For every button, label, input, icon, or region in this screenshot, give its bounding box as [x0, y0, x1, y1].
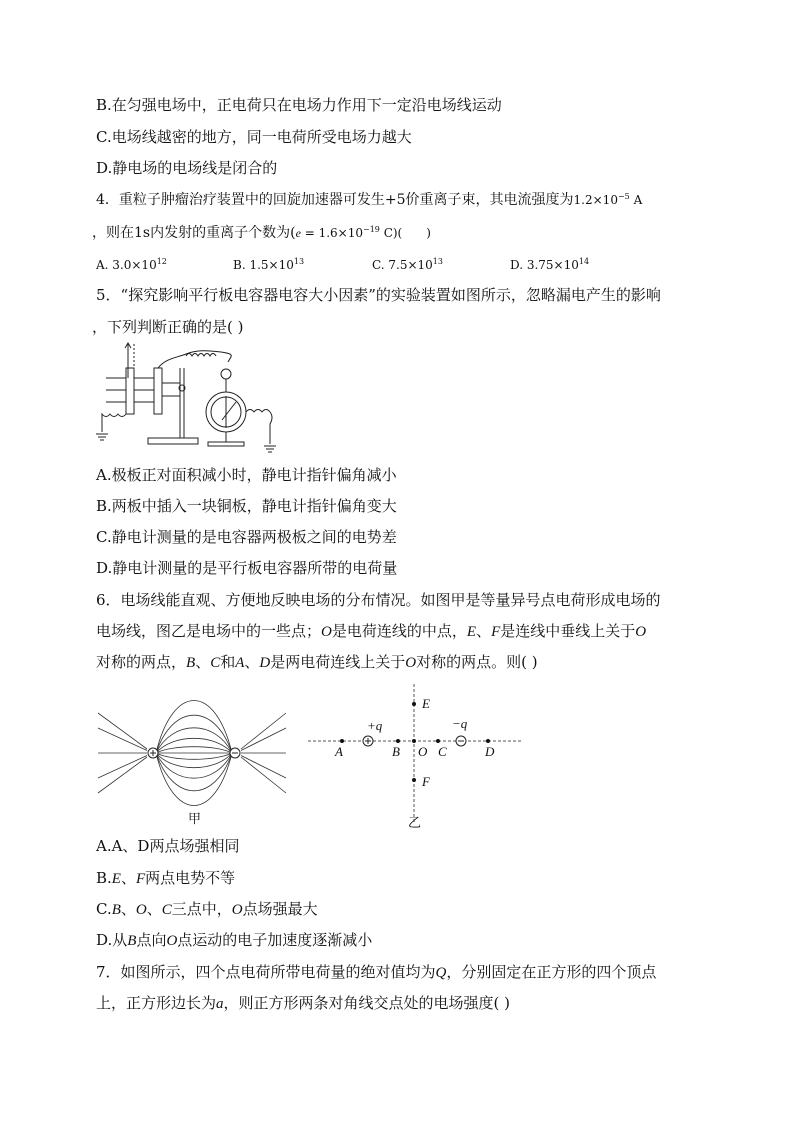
label-e: E [422, 696, 430, 711]
q5-stem-line2: ，下列判断正确的是( ) [92, 318, 244, 336]
q6-option-d: D.从B点向O点运动的电子加速度逐渐减小 [96, 931, 373, 949]
field-line [156, 738, 232, 753]
label-c: C [438, 744, 447, 759]
q5-option-b: B.两板中插入一块铜板，静电计指针偏角变大 [96, 497, 397, 515]
q5-option-a: A.极板正对面积减小时，静电计指针偏角减小 [96, 466, 397, 484]
q3-option-b: B.在匀强电场中，正电荷只在电场力作用下一定沿电场线运动 [96, 96, 502, 114]
label-o: O [418, 744, 428, 759]
q6-option-b: B.E、F两点电势不等 [96, 869, 236, 887]
label-plus-q: +q [367, 718, 383, 733]
q7-stem-line1: 7．如图所示，四个点电荷所带电荷量的绝对值均为Q，分别固定在正方形的四个顶点 [96, 963, 657, 981]
figure-jia-caption: 甲 [188, 812, 202, 827]
q5-option-d: D.静电计测量的是平行板电容器所带的电荷量 [96, 559, 398, 577]
label-b: B [392, 744, 400, 759]
q5-option-c: C.静电计测量的是电容器两极板之间的电势差 [96, 528, 397, 546]
field-line [156, 753, 232, 806]
field-line [156, 747, 232, 753]
q7-stem-line2: 上，正方形边长为a，则正方形两条对角线交点处的电场强度( ) [96, 994, 510, 1012]
field-line [156, 753, 232, 768]
q4-stem-line1: 4．重粒子肿瘤治疗装置中的回旋加速器可发生+5价重离子束，其电流强度为$1.2\times 10^{-5}$ A [96, 192, 643, 208]
q5-stem-line1: 5．“探究影响平行板电容器电容大小因素”的实验装置如图所示，忽略漏电产生的影响 [96, 286, 661, 304]
q6-option-c: C.B、O、C三点中，O点场强最大 [96, 900, 318, 918]
capacitor-electrometer-figure [96, 338, 286, 460]
q4-stem-line2: ，则在1s内发射的重离子个数为($e = 1.6\times 10^{-19}$ C)( ) [92, 225, 431, 241]
q3-option-c: C.电场线越密的地方，同一电荷所受电场力越大 [96, 128, 412, 146]
label-f: F [422, 774, 430, 789]
q3-option-d: D.静电场的电场线是闭合的 [96, 159, 278, 177]
q4-option-d: D. $3.75\times 10^{14}$ [510, 257, 590, 272]
q4-option-b: B. $1.5\times 10^{13}$ [233, 257, 305, 272]
field-lines-figure [96, 708, 288, 798]
q6-stem-line2: 电场线，图乙是电场中的一些点；O是电荷连线的中点，E、F是连线中垂线上关于O [96, 622, 647, 640]
field-line [156, 753, 232, 759]
q6-stem-line1: 6．电场线能直观、方便地反映电场的分布情况。如图甲是等量异号点电荷形成电场的 [96, 591, 661, 609]
field-line [156, 715, 232, 753]
label-d: D [485, 744, 495, 759]
q6-stem-line3: 对称的两点，B、C和A、D是两电荷连线上关于O对称的两点。则( ) [96, 653, 538, 671]
label-a: A [335, 744, 343, 759]
q6-option-a: A.A、D两点场强相同 [96, 837, 240, 855]
field-line [156, 701, 232, 754]
q4-option-c: C. $7.5\times 10^{13}$ [372, 257, 443, 272]
q4-option-a: A. $3.0\times 10^{12}$ [96, 257, 167, 272]
field-line [156, 753, 232, 791]
label-minus-q: −q [452, 716, 468, 731]
figure-yi-caption: 乙 [408, 816, 422, 831]
